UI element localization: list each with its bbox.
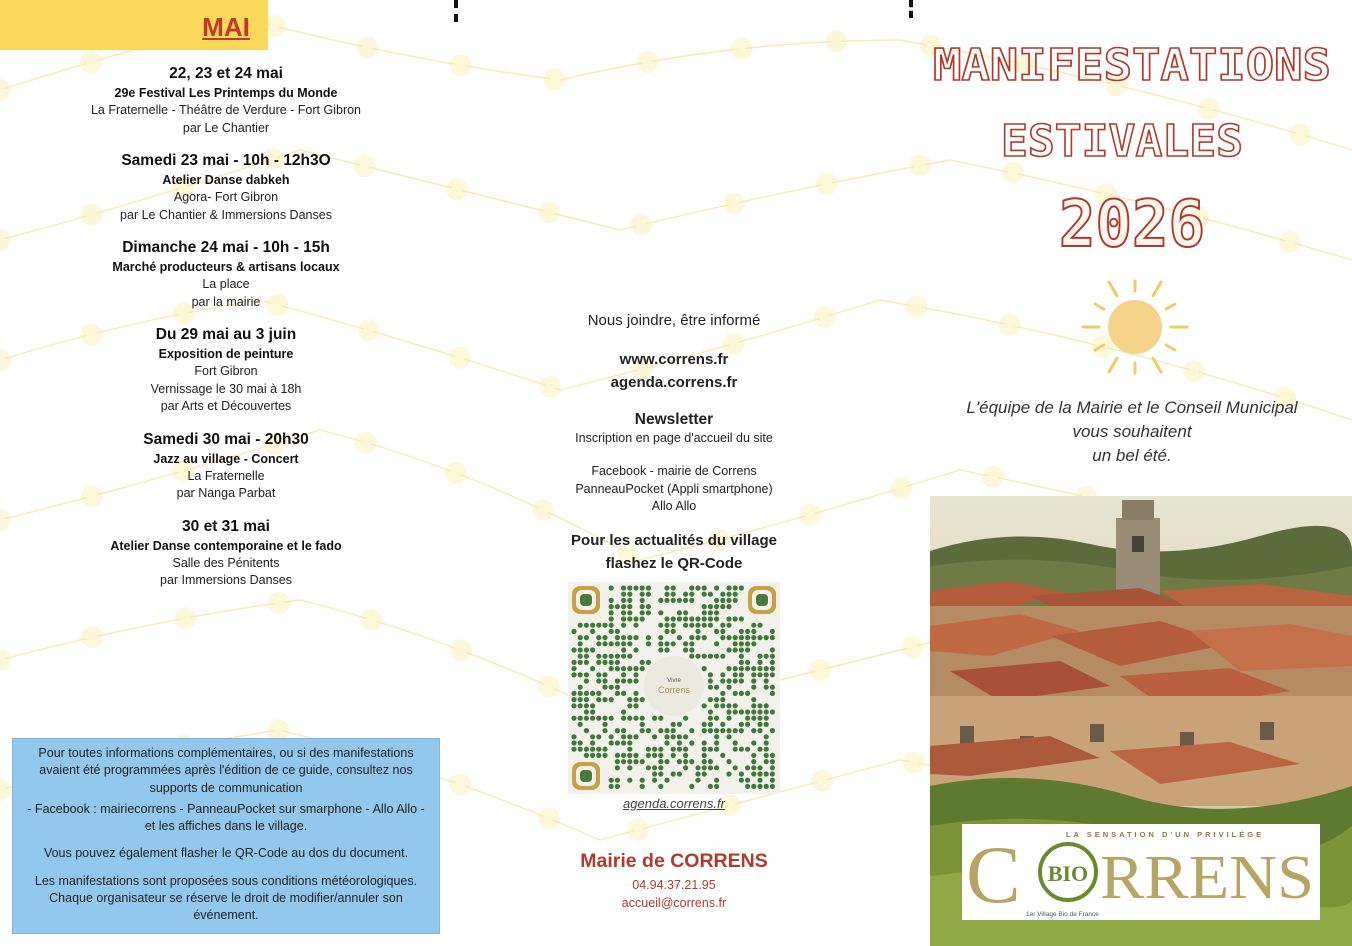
event-date: Samedi 23 mai - 10h - 12h3O xyxy=(121,152,331,169)
village-photo xyxy=(930,496,1352,946)
greeting-line-1: L'équipe de la Mairie et le Conseil Municipal xyxy=(966,398,1298,417)
info-box xyxy=(12,738,440,934)
title-year: 2026 xyxy=(1059,188,1205,262)
right-panel xyxy=(912,0,1352,946)
event-organizer: par Nanga Parbat xyxy=(176,486,276,500)
event-item xyxy=(0,430,452,503)
event-item xyxy=(0,238,452,311)
event-title: Exposition de peinture xyxy=(158,347,294,361)
mairie-name: Mairie de CORRENS xyxy=(580,850,768,872)
event-date: Dimanche 24 mai - 10h - 15h xyxy=(122,239,330,256)
event-place: La place xyxy=(202,277,250,291)
logo-name: RRENS xyxy=(1100,844,1314,912)
info-qr-note: Vous pouvez également flasher le QR-Code au dos du document. xyxy=(43,846,409,861)
event-organizer: par Le Chantier & Immersions Danses xyxy=(120,207,332,222)
event-date: 30 et 31 mai xyxy=(182,517,270,535)
logo-bio: BIO xyxy=(1047,861,1089,886)
social-panneaupocket: PanneauPocket (Appli smartphone) xyxy=(575,482,773,496)
event-organizer: par Arts et Découvertes xyxy=(160,399,292,413)
newsletter-title: Newsletter xyxy=(634,411,714,428)
info-text: Pour toutes informations complémentaires, ou si des manifestations avaient été programmées après l'édition de ce guide, consultez nos supports de communication xyxy=(38,746,414,795)
logo-subline: 1er Village Bio de France xyxy=(1026,911,1099,918)
left-panel xyxy=(0,0,452,946)
title-line-1: MANIFESTATIONS xyxy=(933,40,1331,91)
qr-agenda-link[interactable]: agenda.correns.fr xyxy=(623,796,725,811)
middle-panel xyxy=(458,0,908,946)
event-item xyxy=(0,64,452,137)
newsletter-text: Inscription en page d'accueil du site xyxy=(575,431,773,445)
qr-code[interactable] xyxy=(568,582,780,794)
social-alloallo: Allo Allo xyxy=(651,499,697,513)
event-detail: Vernissage le 30 mai à 18h xyxy=(150,381,302,396)
event-place: Agora- Fort Gibron xyxy=(173,190,279,204)
title-line-2: ESTIVALES xyxy=(1001,116,1243,167)
agenda-link[interactable]: agenda.correns.fr xyxy=(610,374,738,391)
event-list xyxy=(0,64,452,604)
event-title: Jazz au village - Concert xyxy=(153,451,299,466)
event-organizer: par la mairie xyxy=(191,294,261,309)
info-channels: - Facebook : mairiecorrens - PanneauPocket sur smarphone - Allo Allo - et les affiches dans le village. xyxy=(27,801,425,834)
festival-title xyxy=(912,28,1352,268)
mairie-phone: 04.94.37.21.95 xyxy=(632,878,716,892)
event-date: Du 29 mai au 3 juin xyxy=(155,326,297,343)
qr-center-text-2: Correns xyxy=(657,685,691,695)
event-item xyxy=(0,151,452,224)
logo-tagline: LA SENSATION D'UN PRIVILÈGE xyxy=(1065,830,1265,839)
contact-heading: Nous joindre, être informé xyxy=(587,312,761,329)
event-title: Atelier Danse dabkeh xyxy=(162,173,290,187)
logo-letter-c: C xyxy=(966,829,1021,920)
qr-heading-line1: Pour les actualités du village xyxy=(571,532,777,549)
event-organizer: par Immersions Danses xyxy=(160,573,292,587)
website-link[interactable]: www.correns.fr xyxy=(619,351,729,368)
qr-heading-line2: flashez le QR-Code xyxy=(605,555,743,572)
sun-icon xyxy=(1080,272,1190,382)
event-item xyxy=(0,325,452,416)
greeting-line-3: un bel été. xyxy=(1092,446,1172,465)
event-title: 29e Festival Les Printemps du Monde xyxy=(114,86,338,100)
event-organizer: par Le Chantier xyxy=(182,120,270,135)
greeting-line-2: vous souhaitent xyxy=(1072,422,1192,441)
event-title: Atelier Danse contemporaine et le fado xyxy=(110,538,342,553)
qr-center-text-1: Vivre xyxy=(667,678,681,684)
event-place: Salle des Pénitents xyxy=(172,555,280,570)
month-title: MAI xyxy=(202,12,250,42)
event-title: Marché producteurs & artisans locaux xyxy=(112,260,340,274)
qr-finder-top-right xyxy=(748,586,776,614)
event-date: Samedi 30 mai - 20h30 xyxy=(143,430,309,448)
fold-mark-right xyxy=(909,0,917,18)
mairie-email[interactable]: accueil@correns.fr xyxy=(621,896,727,910)
event-item xyxy=(0,517,452,590)
fold-mark-left xyxy=(454,0,462,22)
greeting-message xyxy=(912,396,1352,468)
social-facebook: Facebook - mairie de Correns xyxy=(591,464,757,478)
event-place: La Fraternelle - Théâtre de Verdure - Fort Gibron xyxy=(90,103,362,117)
event-date: 22, 23 et 24 mai xyxy=(169,65,283,82)
event-place: La Fraternelle xyxy=(187,468,265,483)
info-weather-note: Les manifestations sont proposées sous conditions météorologiques. Chaque organisateur se réserve le droit de modifier/annuler son événement. xyxy=(34,873,418,923)
qr-finder-top-left xyxy=(572,586,600,614)
qr-code-graphic xyxy=(568,582,780,794)
event-place: Fort Gibron xyxy=(194,364,258,378)
qr-finder-bottom-left xyxy=(572,762,600,790)
